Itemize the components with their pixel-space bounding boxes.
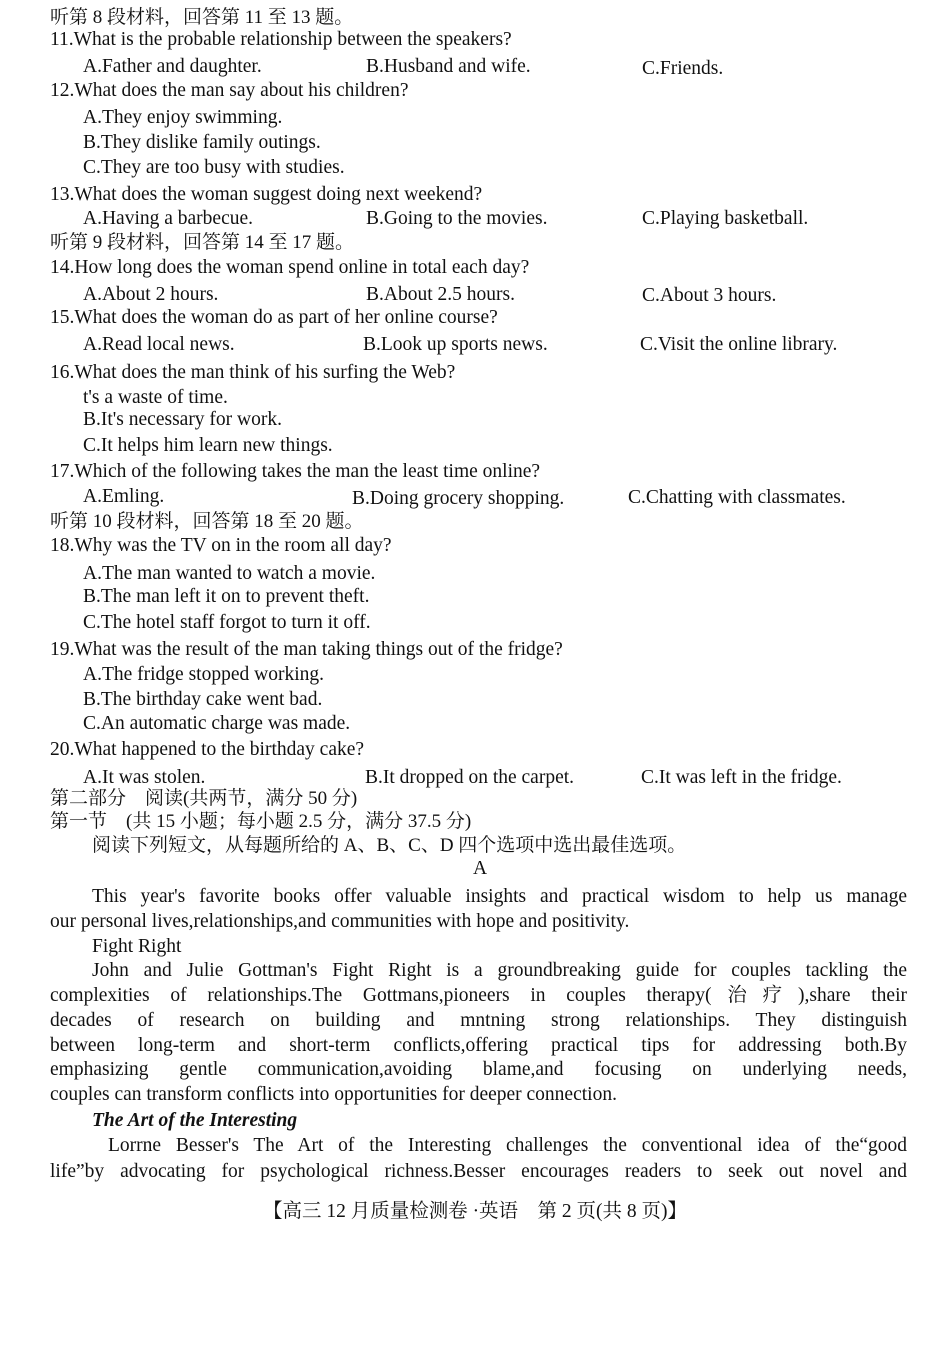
book-1-line-5: emphasizing gentle communication,avoiding blame,and focusing on underlying needs, <box>50 1059 907 1080</box>
reading-instruction: 阅读下列短文，从每题所给的 A、B、C、D 四个选项中选出最佳选项。 <box>92 835 687 856</box>
question-14-option-b: B.About 2.5 hours. <box>366 284 515 305</box>
part-2-title: 第二部分 阅读(共两节，满分 50 分) <box>50 788 358 809</box>
book-1-title: Fight Right <box>92 936 182 957</box>
question-15-option-c: C.Visit the online library. <box>640 334 838 355</box>
question-11-option-c: C.Friends. <box>642 58 724 79</box>
question-12-stem: 12.What does the man say about his children? <box>50 80 409 101</box>
question-17-option-c: C.Chatting with classmates. <box>628 487 846 508</box>
question-19-option-a: A.The fridge stopped working. <box>83 664 324 685</box>
question-19-option-b: B.The birthday cake went bad. <box>83 689 323 710</box>
question-11-option-a: A.Father and daughter. <box>83 56 262 77</box>
question-12-option-c: C.They are too busy with studies. <box>83 157 345 178</box>
question-19-option-c: C.An automatic charge was made. <box>83 713 351 734</box>
question-13-option-c: C.Playing basketball. <box>642 208 809 229</box>
question-20-option-a: A.It was stolen. <box>83 767 206 788</box>
question-14-stem: 14.How long does the woman spend online in total each day? <box>50 257 530 278</box>
question-20-stem: 20.What happened to the birthday cake? <box>50 739 365 760</box>
question-15-option-a: A.Read local news. <box>83 334 235 355</box>
question-12-option-a: A.They enjoy swimming. <box>83 107 283 128</box>
question-11-option-b: B.Husband and wife. <box>366 56 531 77</box>
section-10-header: 听第 10 段材料，回答第 18 至 20 题。 <box>50 511 364 532</box>
passage-label: A <box>472 858 488 879</box>
question-18-option-c: C.The hotel staff forgot to turn it off. <box>83 612 371 633</box>
question-15-option-b: B.Look up sports news. <box>363 334 548 355</box>
book-1-line-2: complexities of relationships.The Gottmans,pioneers in couples therapy(治疗),share their <box>50 985 907 1006</box>
section-8-header: 听第 8 段材料，回答第 11 至 13 题。 <box>50 7 354 28</box>
question-14-option-a: A.About 2 hours. <box>83 284 219 305</box>
book-2-title: The Art of the Interesting <box>92 1110 298 1131</box>
section-1-title: 第一节 (共 15 小题；每小题 2.5 分，满分 37.5 分) <box>50 811 472 832</box>
question-13-option-a: A.Having a barbecue. <box>83 208 254 229</box>
book-1-line-3: decades of research on building and mntning strong relationships. They distinguish <box>50 1010 907 1031</box>
question-13-stem: 13.What does the woman suggest doing next weekend? <box>50 184 483 205</box>
question-17-option-a: A.Emling. <box>83 486 165 507</box>
book-1-line-6: couples can transform conflicts into opportunities for deeper connection. <box>50 1084 617 1105</box>
question-20-option-c: C.It was left in the fridge. <box>641 767 842 788</box>
intro-line-2: our personal lives,relationships,and communities with hope and positivity. <box>50 911 630 932</box>
question-16-option-a: t's a waste of time. <box>83 387 228 408</box>
question-18-option-b: B.The man left it on to prevent theft. <box>83 586 370 607</box>
question-16-option-b: B.It's necessary for work. <box>83 409 282 430</box>
question-17-option-b: B.Doing grocery shopping. <box>352 488 565 509</box>
question-17-stem: 17.Which of the following takes the man the least time online? <box>50 461 541 482</box>
question-13-option-b: B.Going to the movies. <box>366 208 548 229</box>
intro-line-1: This year's favorite books offer valuable insights and practical wisdom to help us manage <box>92 886 907 907</box>
page-footer: 【高三 12 月质量检测卷 ·英语 第 2 页(共 8 页)】 <box>262 1201 688 1222</box>
question-18-option-a: A.The man wanted to watch a movie. <box>83 563 376 584</box>
book-2-line-2: life”by advocating for psychological richness.Besser encourages readers to seek out novel and <box>50 1161 907 1182</box>
question-16-stem: 16.What does the man think of his surfing the Web? <box>50 362 456 383</box>
question-16-option-c: C.It helps him learn new things. <box>83 435 333 456</box>
book-2-line-1: Lorrne Besser's The Art of the Interesting challenges the conventional idea of the“good <box>108 1135 907 1156</box>
book-1-line-4: between long-term and short-term conflicts,offering practical tips for addressing both.By <box>50 1035 907 1056</box>
book-1-line-1: John and Julie Gottman's Fight Right is a groundbreaking guide for couples tackling the <box>92 960 907 981</box>
question-12-option-b: B.They dislike family outings. <box>83 132 321 153</box>
question-11-stem: 11.What is the probable relationship between the speakers? <box>50 29 512 50</box>
question-18-stem: 18.Why was the TV on in the room all day? <box>50 535 392 556</box>
question-20-option-b: B.It dropped on the carpet. <box>365 767 575 788</box>
section-9-header: 听第 9 段材料，回答第 14 至 17 题。 <box>50 232 355 253</box>
question-15-stem: 15.What does the woman do as part of her online course? <box>50 307 498 328</box>
question-14-option-c: C.About 3 hours. <box>642 285 777 306</box>
question-19-stem: 19.What was the result of the man taking things out of the fridge? <box>50 639 563 660</box>
